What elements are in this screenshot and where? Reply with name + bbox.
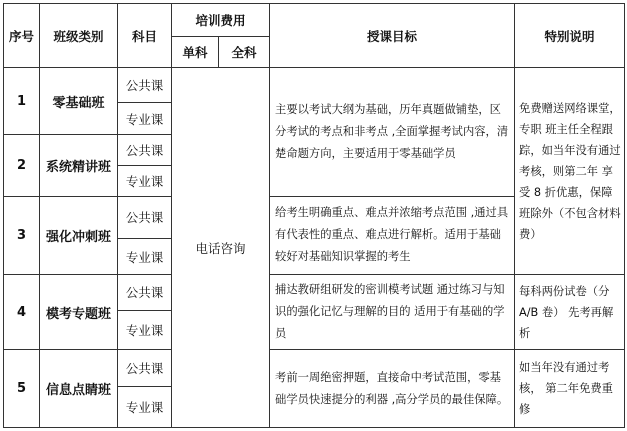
row-1-subject-public: 公共课 xyxy=(118,68,172,103)
note-row-5: 如当年没有通过考核， 第二年免费重修 xyxy=(515,350,625,428)
row-3-class-name: 强化冲刺班 xyxy=(40,196,118,274)
header-fee-full: 全科 xyxy=(219,36,270,68)
row-4-subject-major: 专业课 xyxy=(118,310,172,350)
header-fee: 培训费用 xyxy=(172,4,270,37)
row-2-subject-public: 公共课 xyxy=(118,135,172,166)
note-row-4: 每科两份试卷（分 A/B 卷） 先考再解析 xyxy=(515,275,625,350)
row-3-number: 3 xyxy=(4,196,40,274)
header-seq: 序号 xyxy=(4,4,40,68)
row-4-number: 4 xyxy=(4,275,40,350)
row-5-subject-major: 专业课 xyxy=(118,387,172,428)
header-note: 特别说明 xyxy=(515,4,625,68)
row-5-class-name: 信息点睛班 xyxy=(40,350,118,428)
row-2-subject-major: 专业课 xyxy=(118,166,172,197)
row-1-number: 1 xyxy=(4,68,40,135)
header-fee-single: 单科 xyxy=(172,36,219,68)
goal-row-5: 考前一周绝密押题，直接命中考试范围，零基础学员快速提分的利器 ,高分学员的最佳保障。 xyxy=(270,350,515,428)
row-5-subject-public: 公共课 xyxy=(118,350,172,387)
header-subject: 科目 xyxy=(118,4,172,68)
goal-row-4: 捕达教研组研发的密训模考试题 通过练习与知识的强化记忆与理解的目的 适用于有基础的学员 xyxy=(270,275,515,350)
goal-row-3: 给考生明确重点、难点并浓缩考点范围 ,通过具有代表性的重点、难点进行解析。适用于基础较好对基础知识掌握的考生 xyxy=(270,196,515,274)
row-4-class-name: 模考专题班 xyxy=(40,275,118,350)
row-2-number: 2 xyxy=(4,135,40,196)
goal-rows-1-2: 主要以考试大纲为基础，历年真题做铺垫，区分考试的考点和非考点 ,全面掌握考试内容，清楚命题方向，主要适用于零基础学员 xyxy=(270,68,515,196)
row-5-number: 5 xyxy=(4,350,40,428)
note-rows-1-3: 免费赠送网络课堂，专职 班主任全程跟踪，如当年没有通过考核，则第二年 享受 8 折优惠，保障班除外（不包含材料费） xyxy=(515,68,625,275)
row-3-subject-public: 公共课 xyxy=(118,196,172,239)
row-3-subject-major: 专业课 xyxy=(118,239,172,275)
fee-value: 电话咨询 xyxy=(172,68,270,428)
row-2-class-name: 系统精讲班 xyxy=(40,135,118,196)
header-class-type: 班级类别 xyxy=(40,4,118,68)
row-4-subject-public: 公共课 xyxy=(118,275,172,311)
row-1-subject-major: 专业课 xyxy=(118,102,172,135)
row-1-class-name: 零基础班 xyxy=(40,68,118,135)
course-table xyxy=(3,3,625,428)
header-goal: 授课目标 xyxy=(270,4,515,68)
